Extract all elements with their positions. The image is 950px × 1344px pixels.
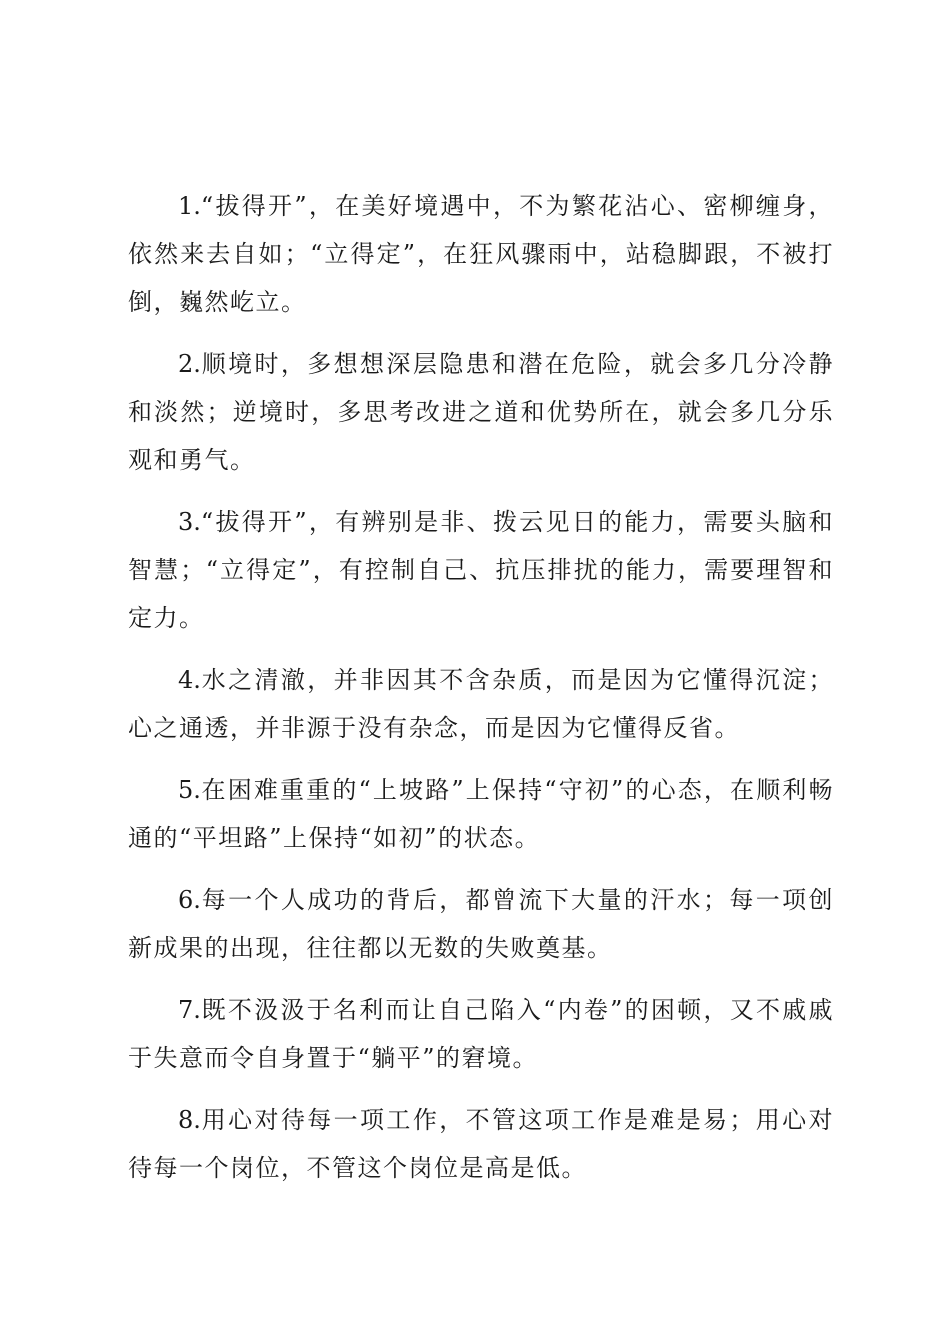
paragraph-text: 在困难重重的“上坡路”上保持“守初”的心态，在顺利畅通的“平坦路”上保持“如初”的状态。 — [128, 776, 834, 852]
paragraph-number: 3. — [178, 508, 201, 536]
paragraph-3 — [128, 498, 834, 642]
paragraph-8 — [128, 1096, 834, 1192]
paragraph-text: 每一个人成功的背后，都曾流下大量的汗水；每一项创新成果的出现，往往都以无数的失败奠基。 — [128, 886, 834, 962]
paragraph-text: “拔得开”，有辨别是非、拨云见日的能力，需要头脑和智慧；“立得定”，有控制自己、抗压排扰的能力，需要理智和定力。 — [128, 508, 834, 632]
paragraph-number: 4. — [178, 666, 201, 694]
paragraph-2 — [128, 340, 834, 484]
paragraph-text: “拔得开”，在美好境遇中，不为繁花沾心、密柳缠身，依然来去自如；“立得定”，在狂风骤雨中，站稳脚跟，不被打倒，巍然屹立。 — [128, 192, 834, 316]
paragraph-5 — [128, 766, 834, 862]
paragraph-text: 顺境时，多想想深层隐患和潜在危险，就会多几分冷静和淡然；逆境时，多思考改进之道和优势所在，就会多几分乐观和勇气。 — [128, 350, 834, 474]
paragraph-number: 1. — [178, 192, 201, 220]
paragraph-text: 水之清澈，并非因其不含杂质，而是因为它懂得沉淀；心之通透，并非源于没有杂念，而是因为它懂得反省。 — [128, 666, 834, 742]
paragraph-4 — [128, 656, 834, 752]
paragraph-number: 2. — [178, 350, 201, 378]
paragraph-7 — [128, 986, 834, 1082]
document-body — [128, 182, 834, 1206]
paragraph-text: 用心对待每一项工作，不管这项工作是难是易；用心对待每一个岗位，不管这个岗位是高是低。 — [128, 1106, 834, 1182]
paragraph-1 — [128, 182, 834, 326]
paragraph-number: 5. — [178, 776, 201, 804]
paragraph-number: 7. — [178, 996, 201, 1024]
paragraph-text: 既不汲汲于名利而让自己陷入“内卷”的困顿，又不戚戚于失意而令自身置于“躺平”的窘境。 — [128, 996, 834, 1072]
paragraph-number: 6. — [178, 886, 201, 914]
paragraph-6 — [128, 876, 834, 972]
paragraph-number: 8. — [178, 1106, 201, 1134]
